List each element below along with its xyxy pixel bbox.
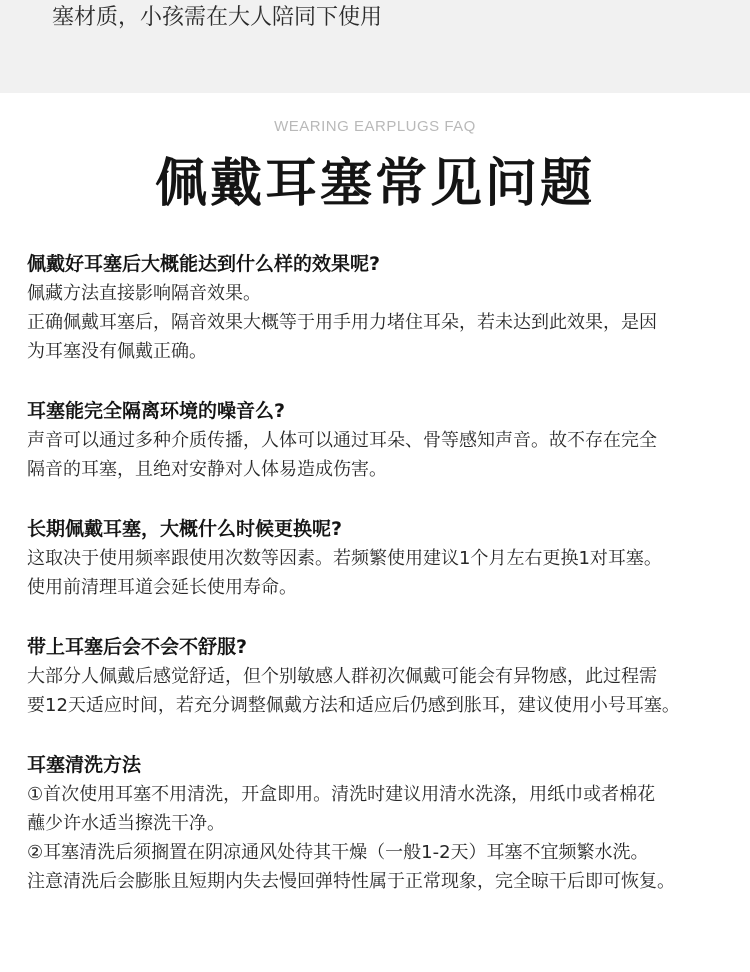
faq-answer-line: 佩藏方法直接影响隔音效果。 xyxy=(27,283,261,304)
previous-section-band xyxy=(0,0,750,93)
faq-question: 长期佩戴耳塞，大概什么时候更换呢? xyxy=(27,518,343,540)
faq-answer-line: 大部分人佩戴后感觉舒适，但个别敏感人群初次佩戴可能会有异物感，此过程需 xyxy=(27,666,657,687)
faq-answer-line: 注意清洗后会膨胀且短期内失去慢回弹特性属于正常现象，完全晾干后即可恢复。 xyxy=(27,871,675,892)
faq-answer-line: 正确佩戴耳塞后，隔音效果大概等于用手用力堵住耳朵，若未达到此效果，是因 xyxy=(27,312,657,333)
faq-item xyxy=(27,633,743,720)
faq-item xyxy=(27,250,743,366)
faq-answer-line: 使用前清理耳道会延长使用寿命。 xyxy=(27,577,297,598)
previous-section-text: 塞材质，小孩需在大人陪同下使用 xyxy=(52,5,383,30)
faq-answer-line: 声音可以通过多种介质传播，人体可以通过耳朵、骨等感知声音。故不存在完全 xyxy=(27,430,657,451)
faq-item xyxy=(27,397,743,484)
faq-answer-line: 隔音的耳塞，且绝对安静对人体易造成伤害。 xyxy=(27,459,387,480)
faq-answer-line: ①首次使用耳塞不用清洗，开盒即用。清洗时建议用清水洗涤，用纸巾或者棉花 xyxy=(27,784,656,805)
faq-answer-line: ②耳塞清洗后须搁置在阴凉通风处待其干燥（一般1-2天）耳塞不宜频繁水洗。 xyxy=(27,842,649,863)
section-title: 佩戴耳塞常见问题 xyxy=(154,154,595,214)
faq-question: 耳塞清洗方法 xyxy=(27,754,142,776)
faq-question: 带上耳塞后会不会不舒服? xyxy=(27,636,248,658)
faq-answer-line: 蘸少许水适当擦洗干净。 xyxy=(27,813,225,834)
faq-question: 佩戴好耳塞后大概能达到什么样的效果呢? xyxy=(27,253,381,275)
faq-answer-line: 要12天适应时间，若充分调整佩戴方法和适应后仍感到胀耳，建议使用小号耳塞。 xyxy=(27,695,680,716)
faq-item xyxy=(27,515,743,602)
faq-question: 耳塞能完全隔离环境的噪音么? xyxy=(27,400,286,422)
faq-item xyxy=(27,751,743,896)
faq-answer-line: 这取决于使用频率跟使用次数等因素。若频繁使用建议1个月左右更换1对耳塞。 xyxy=(27,548,662,569)
faq-list xyxy=(27,250,743,927)
faq-answer-line: 为耳塞没有佩戴正确。 xyxy=(27,341,207,362)
section-subtitle: WEARING EARPLUGS FAQ xyxy=(274,118,476,135)
